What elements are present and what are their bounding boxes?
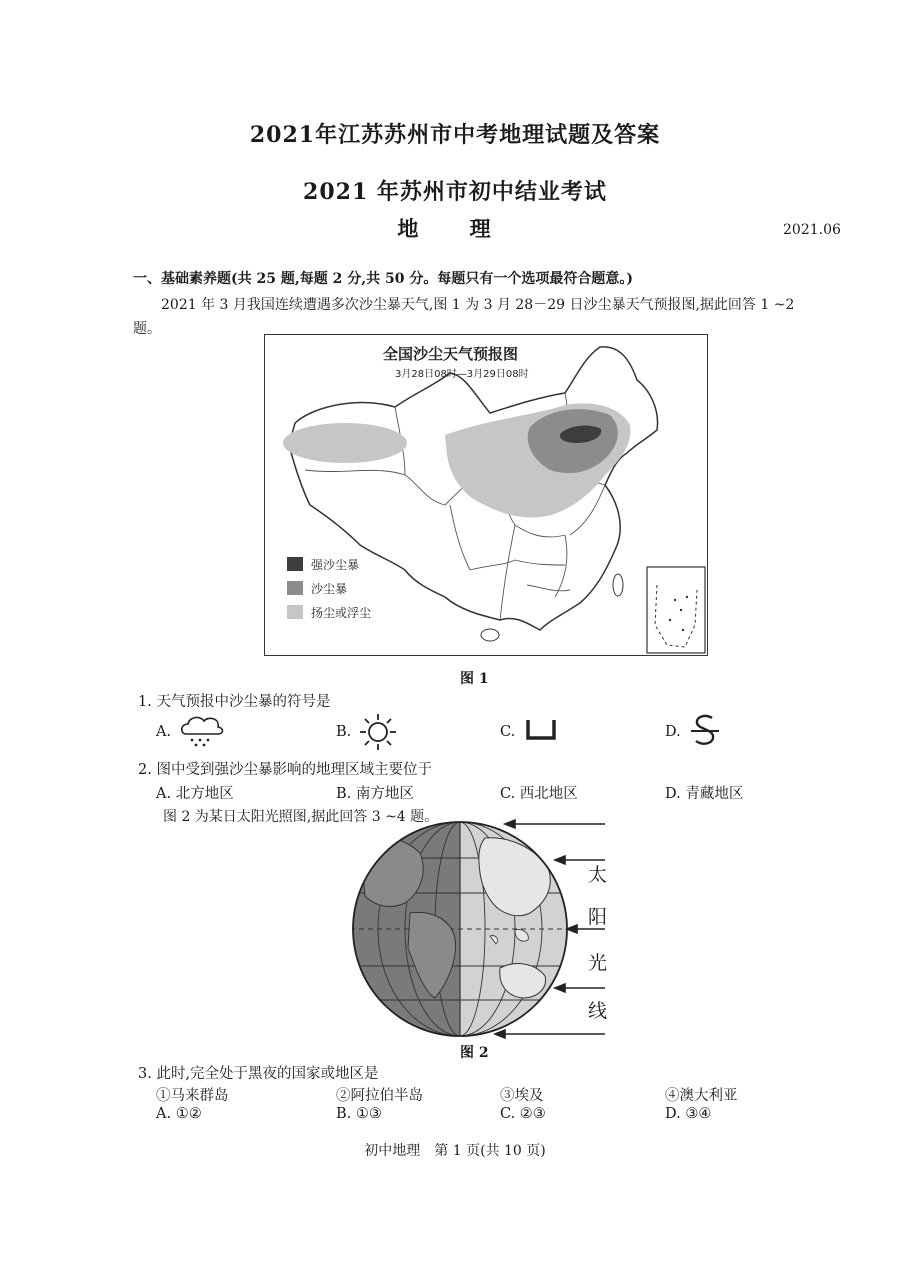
exam-title: 2021 年苏州市初中结业考试 — [303, 179, 607, 205]
sunlight-label-4: 线 — [588, 1000, 608, 1022]
bracket-symbol-icon — [524, 718, 558, 744]
legend-swatch-storm — [287, 581, 303, 595]
q3-option-b: B. ①③ — [336, 1106, 382, 1122]
section-heading: 一、基础素养题(共 25 题,每题 2 分,共 50 分。每题只有一个选项最符合题意。) — [133, 271, 633, 287]
q2-option-d: D. 青藏地区 — [665, 786, 744, 802]
q3-option-d: D. ③④ — [665, 1106, 712, 1122]
china-map-graphic — [265, 335, 707, 655]
subject-title: 地 理 — [397, 216, 513, 241]
q3-item-4: ④澳大利亚 — [665, 1088, 738, 1104]
figure1-caption: 图 1 — [460, 671, 489, 687]
question-1-stem: 1. 天气预报中沙尘暴的符号是 — [138, 694, 331, 710]
q3-item-1: ①马来群岛 — [156, 1088, 229, 1104]
figure2-caption: 图 2 — [460, 1045, 489, 1061]
question-2-stem: 2. 图中受到强沙尘暴影响的地理区域主要位于 — [138, 762, 432, 778]
sun-icon — [358, 712, 398, 752]
legend-label-storm: 沙尘暴 — [311, 582, 348, 596]
map-subtitle: 3月28日08时—3月29日08时 — [395, 369, 529, 380]
rain-cloud-icon — [178, 712, 226, 748]
document-title: 2021年江苏苏州市中考地理试题及答案 — [249, 122, 661, 148]
q2-option-c: C. 西北地区 — [500, 786, 578, 802]
q1-option-b-letter: B. — [336, 724, 352, 740]
q1-option-a-letter: A. — [156, 724, 172, 740]
q3-item-3: ③埃及 — [500, 1088, 544, 1104]
map-title: 全国沙尘天气预报图 — [383, 345, 519, 363]
legend-label-strong: 强沙尘暴 — [311, 558, 360, 572]
figure2-intro: 图 2 为某日太阳光照图,据此回答 3 ~4 题。 — [163, 809, 439, 825]
legend-swatch-strong — [287, 557, 303, 571]
hainan-island — [481, 629, 499, 641]
q1-option-d-letter: D. — [665, 724, 681, 740]
sunlight-globe-diagram — [350, 818, 620, 1040]
taiwan-island — [613, 574, 623, 596]
q3-option-c: C. ②③ — [500, 1106, 546, 1122]
q3-item-2: ②阿拉伯半岛 — [336, 1088, 423, 1104]
dust-area-west — [283, 423, 407, 463]
exam-date: 2021.06 — [783, 222, 841, 238]
dust-forecast-map — [264, 334, 708, 656]
q3-option-a: A. ①② — [156, 1106, 202, 1122]
section-intro: 2021 年 3 月我国连续遭遇多次沙尘暴天气,图 1 为 3 月 28－29 日沙尘暴天气预报图,据此回答 1 ~2 题。 — [133, 297, 795, 337]
sandstorm-symbol-icon — [688, 712, 722, 752]
q2-option-a: A. 北方地区 — [156, 786, 234, 802]
page-footer: 初中地理 第 1 页(共 10 页) — [364, 1143, 546, 1159]
sunlight-label-3: 光 — [588, 952, 608, 974]
legend-swatch-dust — [287, 605, 303, 619]
q1-option-c-letter: C. — [500, 724, 516, 740]
sunlight-label-2: 阳 — [588, 906, 608, 928]
sunlight-label-1: 太 — [588, 864, 608, 886]
question-3-stem: 3. 此时,完全处于黑夜的国家或地区是 — [138, 1066, 379, 1082]
q2-option-b: B. 南方地区 — [336, 786, 414, 802]
legend-label-dust: 扬尘或浮尘 — [311, 606, 372, 620]
